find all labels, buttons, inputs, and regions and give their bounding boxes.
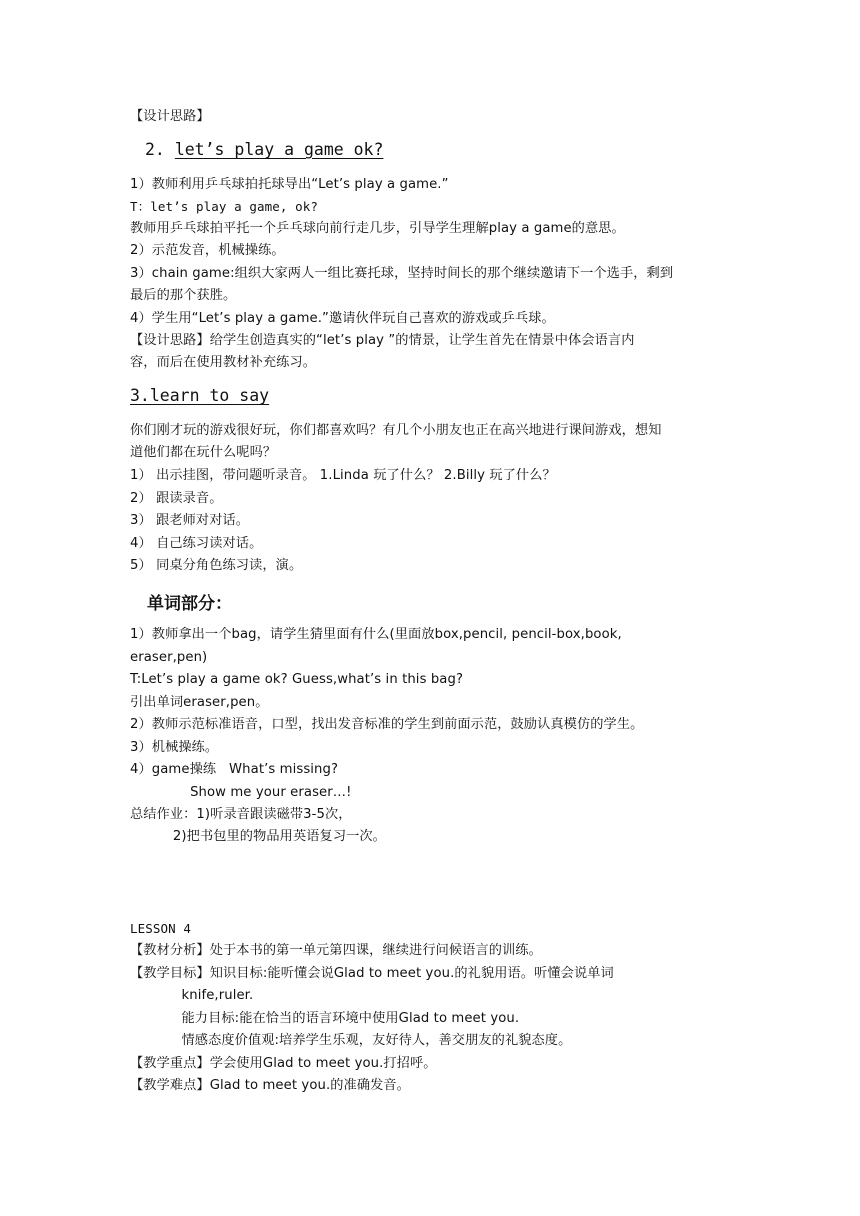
lesson-line: 【教学难点】Glad to meet you.的准确发音。 [130,1078,410,1093]
lesson-line: knife,ruler. [130,988,254,1003]
s4-line: Show me your eraser…! [130,785,352,800]
s2-line: 3）chain game:组织大家两人一组比赛托球，坚持时间长的那个继续邀请下一个选手，剩到 [130,266,674,281]
s3-line: 3） 跟老师对对话。 [130,513,250,528]
lesson-line: 【教学目标】知识目标:能听懂会说Glad to meet you.的礼貌用语。听懂会说单词 [130,966,614,981]
s3-line: 2） 跟读录音。 [130,491,223,506]
s2-line: 2）示范发音，机械操练。 [130,243,285,258]
design-idea-heading: 【设计思路】 [130,109,210,124]
s4-line: 2)把书包里的物品用英语复习一次。 [130,829,386,844]
s4-line: 1）教师拿出一个bag，请学生猜里面有什么(里面放box,pencil, pencil-box,book, [130,627,622,642]
s4-line: eraser,pen) [130,650,208,665]
s3-line: 5） 同桌分角色练习读，演。 [130,558,303,573]
section-3-heading: 3.learn to say [130,386,270,405]
lesson-line: 【教材分析】处于本书的第一单元第四课，继续进行问候语言的训练。 [130,943,542,958]
s3-line: 1） 出示挂图，带问题听录音。 1.Linda 玩了什么？ 2.Billy 玩了什么？ [130,468,556,483]
lesson-line: 情感态度价值观:培养学生乐观，友好待人，善交朋友的礼貌态度。 [130,1033,572,1048]
s3-line: 你们刚才玩的游戏很好玩，你们都喜欢吗？有几个小朋友也正在高兴地进行课间游戏，想知 [130,423,662,438]
lesson-line: 【教学重点】学会使用Glad to meet you.打招呼。 [130,1056,437,1071]
s2-line: 教师用乒乓球拍平托一个乒乓球向前行走几步，引导学生理解play a game的意思。 [130,221,625,236]
s2-line: 容，而后在使用教材补充练习。 [130,355,317,370]
vocabulary-heading: 单词部分： [147,594,232,614]
s3-line: 4） 自己练习读对话。 [130,536,263,551]
lesson-line: 能力目标:能在恰当的语言环境中使用Glad to meet you. [130,1011,520,1026]
s2-line: T：let’s play a game, ok? [130,199,318,214]
s3-line: 道他们都在玩什么呢吗？ [130,445,277,460]
s2-line: 【设计思路】给学生创造真实的“let’s play ”的情景，让学生首先在情景中体会语言内 [130,333,635,348]
section-2-title: let’s play a game ok? [174,140,384,159]
s4-line: 引出单词eraser,pen。 [130,695,269,710]
section-2-heading [145,140,383,159]
s4-line: 总结作业：1)听录音跟读磁带3-5次， [130,807,352,822]
s2-line: 1）教师利用乒乓球拍托球导出“Let’s play a game.” [130,177,449,192]
s4-line: 4）game操练 What’s missing? [130,762,339,777]
s4-line: 3）机械操练。 [130,740,219,755]
s4-line: T:Let’s play a game ok? Guess,what’s in this bag? [130,672,464,687]
s4-line: 2）教师示范标准语音，口型，找出发音标准的学生到前面示范，鼓励认真模仿的学生。 [130,717,644,732]
s2-line: 4）学生用“Let’s play a game.”邀请伙伴玩自己喜欢的游戏或乒乓球。 [130,311,555,326]
s2-line: 最后的那个获胜。 [130,288,237,303]
section-2-number: 2. [145,140,165,159]
lesson-heading: LESSON 4 [130,921,192,936]
